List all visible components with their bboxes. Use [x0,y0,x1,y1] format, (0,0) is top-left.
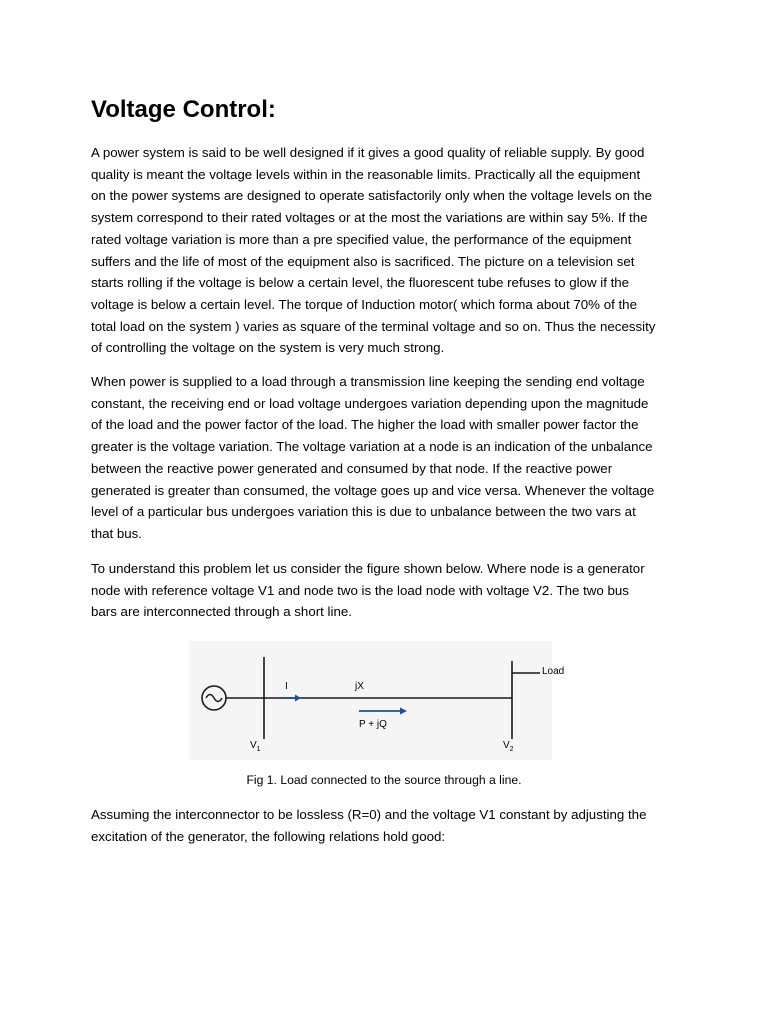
paragraph-figure-intro [91,558,681,623]
text-line: of the load and the power factor of the load. The higher the load with smaller power factor the [91,417,639,433]
text-line: greater is the voltage variation. The voltage variation at a node is an indication of the unbalance [91,439,653,455]
text-line: To understand this problem let us consider the figure shown below. Where node is a generator [91,561,645,576]
text-line: on the power systems are designed to operate satisfactorily only when the voltage levels on the [91,188,653,204]
circuit-diagram [189,641,565,760]
v1-label: $V_1$ [250,740,261,753]
text-line: voltage is below a certain level. The torque of Induction motor( which forma about 70% of the [91,296,637,312]
current-arrow-icon [295,695,301,702]
text-line: suffers and the life of most of the equipment also is sacrificed. The picture on a television set [91,253,635,269]
text-line: starts rolling if the voltage is below a certain level, the fluorescent tube refuses to glow if the [91,275,630,291]
text-line: constant, the receiving end or load voltage undergoes variation depending upon the magnitude [91,395,649,411]
text-line: rated voltage variation is more than a pre specified value, the performance of the equipment [91,231,632,247]
text-line: level of a particular bus undergoes variation this is due to unbalance between the two vars at [91,504,636,520]
v2-label: $V_2$ [503,740,514,753]
power-arrow-icon [400,708,407,715]
text-line: system correspond to their rated voltages or at the most the variations are within say 5%. If the [91,210,648,226]
text-line: excitation of the generator, the following relations hold good: [91,828,446,844]
paragraph-assumption [91,804,681,847]
page-title: Voltage Control: [91,96,276,123]
text-line: generated is greater than consumed, the voltage goes up and vice versa. Whenever the voltage [91,482,655,498]
power-label: P + jQ [359,719,387,730]
text-line: quality is meant the voltage levels within in the reasonable limits. Practically all the equipment [91,166,641,182]
text-line: total load on the system ) varies as square of the terminal voltage and so on. Thus the necessity [91,318,656,334]
text-line: When power is supplied to a load through a transmission line keeping the sending end voltage [91,374,645,389]
text-line: Assuming the interconnector to be lossless (R=0) and the voltage V1 constant by adjusting the [91,807,647,822]
text-line: of controlling the voltage on the system is very much strong. [91,340,445,356]
text-line: between the reactive power generated and consumed by that node. If the reactive power [91,460,613,476]
paragraph-intro [91,142,681,359]
text-line: bars are interconnected through a short line. [91,604,352,620]
current-label: I [285,681,288,692]
sine-wave-icon [206,695,222,702]
reactance-label: jX [355,681,364,692]
circuit-figure [189,641,565,760]
paragraph-load-variation [91,371,681,545]
text-line: node with reference voltage V1 and node two is the load node with voltage V2. The two bus [91,582,629,598]
figure-caption: Fig 1. Load connected to the source through a line. [246,773,522,787]
text-line: A power system is said to be well designed if it gives a good quality of reliable supply. By good [91,145,645,160]
text-line: that bus. [91,525,143,541]
load-label: Load [542,666,565,677]
